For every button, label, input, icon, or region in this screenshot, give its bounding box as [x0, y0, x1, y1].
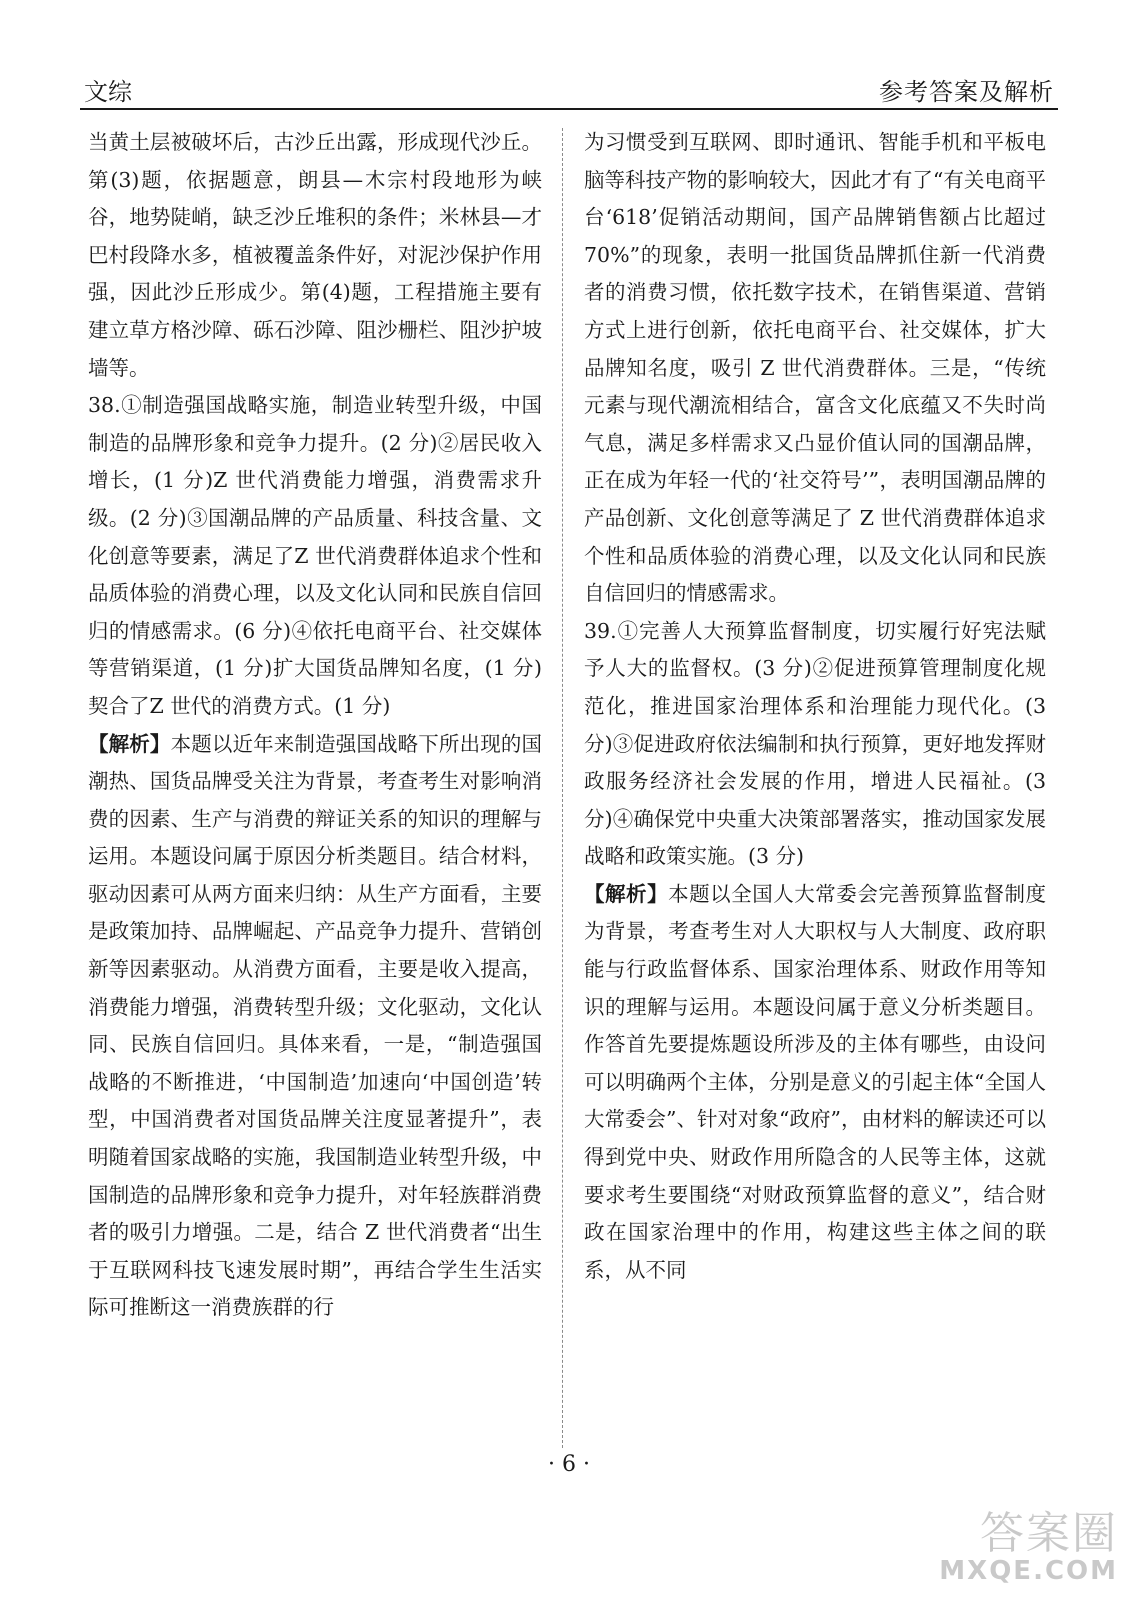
q39-answer: [584, 613, 1046, 876]
q38-answer: [88, 387, 542, 725]
left-column: [88, 124, 542, 1444]
answer-logo-icon: 答案圈: [980, 1508, 1118, 1559]
q38-analysis: [88, 726, 542, 1328]
q37-continuation: 当黄土层被破坏后，古沙丘出露，形成现代沙丘。第(3)题，依据题意，朗县—木宗村段地形为峡谷，地势陡峭，缺乏沙丘堆积的条件；米林县—才巴村段降水多，植被覆盖条件好，对泥沙保护作用强，因此沙丘形成少。第(4)题，工程措施主要有建立草方格沙障、砾石沙障、阻沙栅栏、阻沙护坡墙等。: [88, 130, 542, 380]
q38-number: 38.: [88, 393, 121, 418]
page-number: · 6 ·: [548, 1452, 590, 1477]
subject-label: 文综: [84, 78, 132, 106]
column-divider: [562, 128, 563, 1448]
q39-analysis-tag: 【解析】: [584, 881, 669, 906]
q38-analysis-text: 本题以近年来制造强国战略下所出现的国潮热、国货品牌受关注为背景，考查考生对影响消费的因素、生产与消费的辩证关系的知识的理解与运用。本题设问属于原因分析类题目。结合材料，驱动因素可从两方面来归纳：从生产方面看，主要是政策加持、品牌崛起、产品竞争力提升、营销创新等因素驱动。从消费方面看，主要是收入提高，消费能力增强，消费转型升级；文化驱动，文化认同、民族自信回归。具体来看，一是，“制造强国战略的不断推进，‘中国制造’加速向‘中国创造’转型，中国消费者对国货品牌关注度显著提升”，表明随着国家战略的实施，我国制造业转型升级，中国制造的品牌形象和竞争力提升，对年轻族群消费者的吸引力增强。二是，结合 Z 世代消费者“出生于互联网科技飞速发展时期”，再结合学生生活实际可推断这一消费族群的行: [88, 731, 542, 1320]
q39-analysis: [584, 876, 1046, 1290]
q38-analysis-continuation: 为习惯受到互联网、即时通讯、智能手机和平板电脑等科技产物的影响较大，因此才有了“有关电商平台‘618’促销活动期间，国产品牌销售额占比超过70%”的现象，表明一批国货品牌抓住新一代消费者的消费习惯，依托数字技术，在销售渠道、营销方式上进行创新，依托电商平台、社交媒体，扩大品牌知名度，吸引 Z 世代消费群体。三是，“传统元素与现代潮流相结合，富含文化底蕴又不失时尚气息，满足多样需求又凸显价值认同的国潮品牌，正在成为年轻一代的‘社交符号’”，表明国潮品牌的产品创新、文化创意等满足了 Z 世代消费群体追求个性和品质体验的消费心理，以及文化认同和民族自信回归的情感需求。: [584, 130, 1046, 606]
q39-answer-text: ①完善人大预算监督制度，切实履行好宪法赋予人大的监督权。(3 分)②促进预算管理制度化规范化，推进国家治理体系和治理能力现代化。(3 分)③促进政府依法编制和执行预算，更好地发挥财政服务经济社会发展的作用，增进人民福祉。(3 分)④确保党中央重大决策部署落实，推动国家发展战略和政策实施。(3 分): [584, 618, 1046, 869]
page-header: [80, 64, 1058, 110]
q39-number: 39.: [584, 618, 617, 643]
q38-answer-text: ①制造强国战略实施，制造业转型升级，中国制造的品牌形象和竞争力提升。(2 分)②居民收入增长，(1 分)Z 世代消费能力增强，消费需求升级。(2 分)③国潮品牌的产品质量、科技含量、文化创意等要素，满足了Z 世代消费群体追求个性和品质体验的消费心理，以及文化认同和民族自信回归的情感需求。(6 分)④依托电商平台、社交媒体等营销渠道，(1 分)扩大国货品牌知名度，(1 分)契合了Z 世代的消费方式。(1 分): [88, 393, 542, 718]
site-watermark: [908, 1508, 1118, 1586]
q38-analysis-tag: 【解析】: [88, 731, 171, 756]
q39-analysis-text: 本题以全国人大常委会完善预算监督制度为背景，考查考生对人大职权与人大制度、政府职能与行政监督体系、国家治理体系、财政作用等知识的理解与运用。本题设问属于意义分析类题目。作答首先要提炼题设所涉及的主体有哪些，由设问可以明确两个主体，分别是意义的引起主体“全国人大常委会”、针对对象“政府”，由材料的解读还可以得到党中央、财政作用所隐含的人民等主体，这就要求考生要围绕“对财政预算监督的意义”，结合财政在国家治理中的作用，构建这些主体之间的联系，从不同: [584, 881, 1046, 1282]
watermark-text: MXQE.COM: [939, 1556, 1118, 1586]
document-title: 参考答案及解析: [879, 78, 1054, 106]
right-column: [584, 124, 1046, 1444]
